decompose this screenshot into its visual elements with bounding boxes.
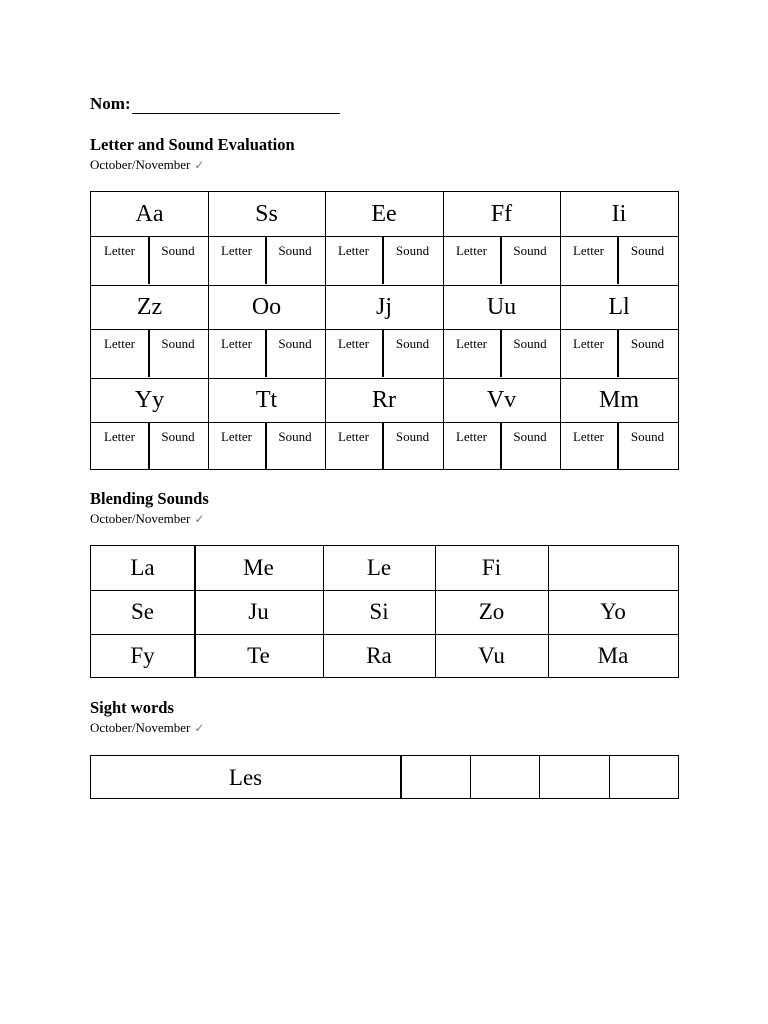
blend-cell: Zo [478,599,505,624]
sound-checkbox-cell[interactable]: Sound [630,429,665,444]
sound-checkbox-cell[interactable]: Sound [278,243,312,258]
letter-checkbox-cell[interactable]: Letter [572,336,605,351]
letter-checkbox-cell[interactable]: Letter [220,243,253,258]
sound-checkbox-cell[interactable]: Sound [278,336,312,351]
letter-checkbox-cell[interactable]: Letter [455,429,488,444]
blend-cell: Ma [597,643,629,668]
sight-word-cell [400,756,470,800]
letter-cell: Mm [598,387,639,413]
divider [617,236,619,284]
blend-cell: Te [247,643,270,668]
letter-checkbox-cell[interactable]: Letter [220,429,253,444]
sight-word-cell [470,756,539,800]
blending-subtitle-text: October/November [90,511,191,526]
divider [500,236,502,284]
sight-word-cell [539,756,609,800]
sight-subtitle-text: October/November [90,720,191,735]
letter-cell: Zz [136,294,163,320]
blend-cell: Ju [248,599,269,624]
blending-section-subtitle [90,511,204,527]
letter-cell: Jj [375,294,392,320]
sight-section-subtitle [90,720,204,736]
letter-checkbox-cell[interactable]: Letter [220,336,253,351]
letter-cell: Rr [372,387,396,413]
sound-checkbox-cell[interactable]: Sound [161,429,195,444]
letter-checkbox-cell[interactable]: Letter [337,336,370,351]
letter-cell: Uu [486,294,517,320]
divider [382,422,384,470]
sound-checkbox-cell[interactable]: Sound [395,336,430,351]
letter-cell: Yy [134,387,165,413]
letter-row [91,378,678,471]
checkmark-icon: ✓ [194,512,205,526]
letter-checkbox-cell[interactable]: Letter [572,243,605,258]
letter-checkbox-cell[interactable]: Letter [103,429,136,444]
blend-cell: Vu [478,643,505,668]
blend-cell: La [130,555,155,580]
blend-cell: Me [243,555,274,580]
letter-checkbox-cell[interactable]: Letter [337,243,370,258]
sound-checkbox-cell[interactable]: Sound [278,429,312,444]
name-blank-line[interactable] [132,97,340,114]
sight-section-title: Sight words [90,698,174,717]
divider [470,756,471,798]
letter-cell: Ii [611,201,627,227]
letter-cell: Aa [135,201,164,227]
divider [560,192,561,469]
letter-cell: Vv [486,387,517,413]
letter-heading-row [91,192,678,237]
sight-word-cell [609,756,678,800]
divider [539,756,540,798]
letter-checkbox-cell[interactable]: Letter [455,243,488,258]
letter-heading-row [91,285,678,330]
divider [194,546,196,677]
divider [91,590,678,591]
sound-checkbox-cell[interactable]: Sound [630,243,665,258]
divider [435,546,436,677]
sound-checkbox-cell[interactable]: Sound [395,429,430,444]
divider [617,329,619,377]
divider [400,756,402,798]
letter-sound-row [91,422,678,470]
sound-checkbox-cell[interactable]: Sound [395,243,430,258]
divider [548,546,549,677]
divider [91,634,678,635]
blend-cell: Ra [366,643,392,668]
name-label: Nom: [90,94,131,113]
divider [325,192,326,469]
letter-sound-row [91,329,678,377]
letter-row [91,285,678,378]
divider [500,329,502,377]
sound-checkbox-cell[interactable]: Sound [161,243,195,258]
sight-word-cell: Les [228,765,263,790]
letters-subtitle-text: October/November [90,157,191,172]
divider [382,236,384,284]
divider [323,546,324,677]
letter-cell: Oo [251,294,282,320]
divider [265,329,267,377]
name-field [90,94,340,114]
letter-heading-row [91,378,678,423]
letter-checkbox-cell[interactable]: Letter [103,336,136,351]
letter-cell: Ff [490,201,513,227]
letters-section-subtitle [90,157,204,173]
letter-cell: Tt [255,387,278,413]
letter-sound-table [90,191,679,470]
divider [382,329,384,377]
blend-cell: Yo [600,599,626,624]
sound-checkbox-cell[interactable]: Sound [161,336,195,351]
divider [148,422,150,470]
checkmark-icon: ✓ [194,158,205,172]
sound-checkbox-cell[interactable]: Sound [513,336,547,351]
blend-cell: Si [369,599,389,624]
blend-cell [548,546,678,590]
blending-table [90,545,679,678]
letter-cell: Ss [255,201,278,227]
sound-checkbox-cell[interactable]: Sound [513,243,547,258]
letter-sound-row [91,236,678,284]
letter-checkbox-cell[interactable]: Letter [572,429,605,444]
divider [148,329,150,377]
divider [617,422,619,470]
blend-cell: Fi [481,555,502,580]
divider [91,378,678,379]
letters-section-title: Letter and Sound Evaluation [90,135,295,154]
divider [265,236,267,284]
divider [500,422,502,470]
checkmark-icon: ✓ [194,721,205,735]
letter-checkbox-cell[interactable]: Letter [103,243,136,258]
sound-checkbox-cell[interactable]: Sound [513,429,547,444]
sound-checkbox-cell[interactable]: Sound [630,336,665,351]
letter-row [91,192,678,285]
divider [91,285,678,286]
letter-checkbox-cell[interactable]: Letter [337,429,370,444]
letter-cell: Ee [371,201,397,227]
divider [265,422,267,470]
divider [443,192,444,469]
letter-checkbox-cell[interactable]: Letter [455,336,488,351]
sight-words-table [90,755,679,799]
divider [208,192,209,469]
blending-section-title: Blending Sounds [90,489,209,508]
blend-cell: Se [131,599,154,624]
blend-cell: Le [366,555,392,580]
blend-cell: Fy [130,643,155,668]
divider [148,236,150,284]
divider [609,756,610,798]
letter-cell: Ll [608,294,630,320]
